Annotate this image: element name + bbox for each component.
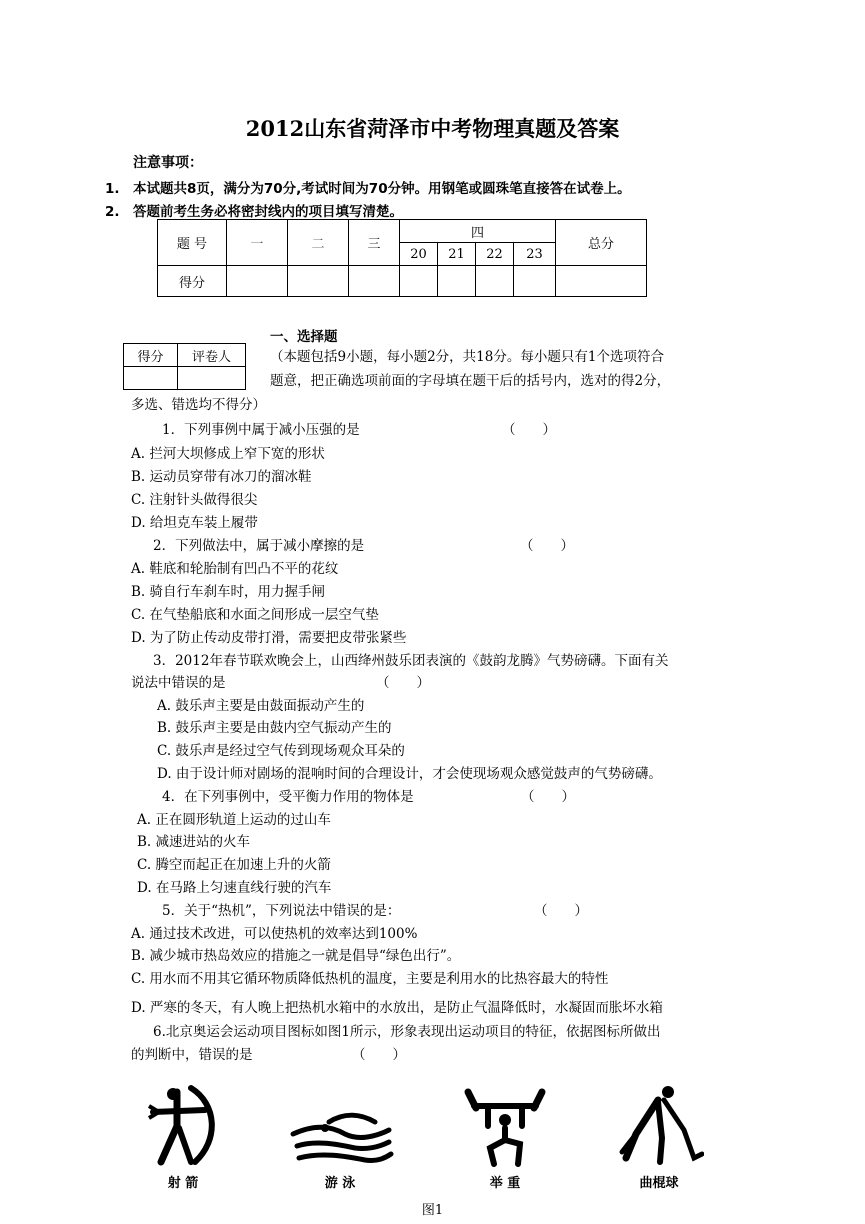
option: D. 由于设计师对剧场的混响时间的合理设计，才会使现场观众感觉鼓声的气势磅礴。 bbox=[157, 766, 662, 782]
score-table bbox=[157, 219, 647, 297]
score-cell[interactable] bbox=[349, 266, 400, 297]
header-cell: 23 bbox=[514, 243, 556, 266]
score-cell[interactable] bbox=[400, 266, 438, 297]
question-stem: 的判断中，错误的是 bbox=[131, 1047, 253, 1063]
notice-item-1 bbox=[105, 177, 631, 197]
option: D. 在马路上匀速直线行驶的汽车 bbox=[137, 880, 332, 896]
score-cell[interactable] bbox=[438, 266, 476, 297]
answer-paren[interactable]: （ ） bbox=[352, 1047, 406, 1063]
hockey-icon bbox=[614, 1082, 704, 1168]
notice-item-2 bbox=[105, 200, 403, 220]
page-title: 2012山东省菏泽市中考物理真题及答案 bbox=[245, 116, 620, 141]
header-cell: 三 bbox=[349, 220, 400, 266]
option: D. 为了防止传动皮带打滑，需要把皮带张紧些 bbox=[131, 630, 407, 646]
section-intro: 题意，把正确选项前面的字母填在题干后的括号内，选对的得2分， bbox=[270, 373, 671, 389]
answer-paren[interactable]: （ ） bbox=[502, 422, 556, 438]
section-intro: 多选、错选均不得分） bbox=[131, 397, 266, 413]
score-cell[interactable] bbox=[556, 266, 647, 297]
option: A. 鞋底和轮胎制有凹凸不平的花纹 bbox=[131, 561, 339, 577]
section-heading: 一、选择题 bbox=[270, 329, 338, 345]
icon-label: 射 箭 bbox=[167, 1176, 199, 1191]
grader-score-cell[interactable] bbox=[124, 367, 178, 390]
score-cell[interactable] bbox=[514, 266, 556, 297]
notice-text: 本试题共8页，满分为70分,考试时间为70分钟。用钢笔或圆珠笔直接答在试卷上。 bbox=[133, 181, 631, 197]
score-cell[interactable] bbox=[288, 266, 349, 297]
score-cell[interactable] bbox=[476, 266, 514, 297]
archery-icon bbox=[143, 1082, 223, 1168]
figure-caption: 图1 bbox=[421, 1203, 444, 1218]
notice-num: 1. bbox=[105, 181, 120, 197]
option: C. 腾空而起正在加速上升的火箭 bbox=[137, 857, 331, 873]
answer-paren[interactable]: （ ） bbox=[520, 538, 574, 554]
header-cell: 22 bbox=[476, 243, 514, 266]
header-cell: 20 bbox=[400, 243, 438, 266]
hockey-pictogram bbox=[604, 1082, 714, 1191]
icon-label: 游 泳 bbox=[324, 1176, 356, 1191]
notice-heading: 注意事项： bbox=[133, 155, 203, 171]
option: D. 给坦克车装上履带 bbox=[131, 515, 258, 531]
option: C. 鼓乐声是经过空气传到现场观众耳朵的 bbox=[157, 743, 405, 759]
header-cell: 21 bbox=[438, 243, 476, 266]
row-label: 得分 bbox=[158, 266, 227, 297]
answer-paren[interactable]: （ ） bbox=[521, 789, 575, 805]
swimming-icon bbox=[285, 1082, 395, 1168]
grader-name-cell[interactable] bbox=[178, 367, 246, 390]
notice-text: 答题前考生务必将密封线内的项目填写清楚。 bbox=[133, 204, 403, 220]
option: B. 减速进站的火车 bbox=[137, 834, 251, 850]
weightlifting-pictogram bbox=[450, 1082, 560, 1191]
answer-paren[interactable]: （ ） bbox=[534, 903, 588, 919]
header-cell: 二 bbox=[288, 220, 349, 266]
question-stem: 4．在下列事例中，受平衡力作用的物体是 bbox=[162, 789, 414, 805]
option: A. 正在圆形轨道上运动的过山车 bbox=[137, 812, 331, 828]
option: C. 注射针头做得很尖 bbox=[131, 492, 258, 508]
option: A. 拦河大坝修成上窄下宽的形状 bbox=[131, 446, 325, 462]
question-stem: 6.北京奥运会运动项目图标如图1所示，形象表现出运动项目的特征，依据图标所做出 bbox=[153, 1024, 661, 1040]
question-stem: 说法中错误的是 bbox=[131, 675, 226, 691]
icon-label: 举 重 bbox=[489, 1176, 521, 1191]
question-stem: 2．下列做法中，属于减小摩擦的是 bbox=[153, 538, 365, 554]
weightlifting-icon bbox=[460, 1082, 550, 1168]
score-cell[interactable] bbox=[227, 266, 288, 297]
grader-box bbox=[123, 343, 246, 390]
grader-label: 评卷人 bbox=[178, 344, 246, 367]
archery-pictogram bbox=[128, 1082, 238, 1191]
option: C. 在气垫船底和水面之间形成一层空气垫 bbox=[131, 607, 379, 623]
header-cell: 四 bbox=[400, 220, 556, 243]
icon-label: 曲棍球 bbox=[639, 1176, 679, 1191]
header-cell: 总分 bbox=[556, 220, 647, 266]
swimming-pictogram bbox=[285, 1082, 395, 1191]
option: C. 用水而不用其它循环物质降低热机的温度，主要是利用水的比热容最大的特性 bbox=[131, 971, 609, 987]
option: D. 严寒的冬天，有人晚上把热机水箱中的水放出，是防止气温降低时，水凝固而胀坏水箱 bbox=[131, 1000, 663, 1016]
grader-score-label: 得分 bbox=[124, 344, 178, 367]
option: B. 骑自行车刹车时，用力握手闸 bbox=[131, 584, 326, 600]
section-intro: （本题包括9小题，每小题2分，共18分。每小题只有1个选项符合 bbox=[270, 349, 664, 365]
option: B. 减少城市热岛效应的措施之一就是倡导“绿色出行”。 bbox=[131, 948, 461, 964]
header-cell: 一 bbox=[227, 220, 288, 266]
question-stem: 1．下列事例中属于减小压强的是 bbox=[162, 422, 360, 438]
question-stem: 5．关于“热机”，下列说法中错误的是： bbox=[162, 903, 401, 919]
notice-num: 2. bbox=[105, 204, 120, 220]
header-cell: 题 号 bbox=[158, 220, 227, 266]
option: B. 运动员穿带有冰刀的溜冰鞋 bbox=[131, 469, 312, 485]
option: A. 通过技术改进，可以使热机的效率达到100% bbox=[131, 926, 418, 942]
option: A. 鼓乐声主要是由鼓面振动产生的 bbox=[157, 698, 365, 714]
option: B. 鼓乐声主要是由鼓内空气振动产生的 bbox=[157, 720, 392, 736]
question-stem: 3．2012年春节联欢晚会上，山西绛州鼓乐团表演的《鼓韵龙腾》气势磅礴。下面有关 bbox=[153, 653, 669, 669]
answer-paren[interactable]: （ ） bbox=[376, 675, 430, 691]
figure-1 bbox=[0, 1082, 865, 1202]
